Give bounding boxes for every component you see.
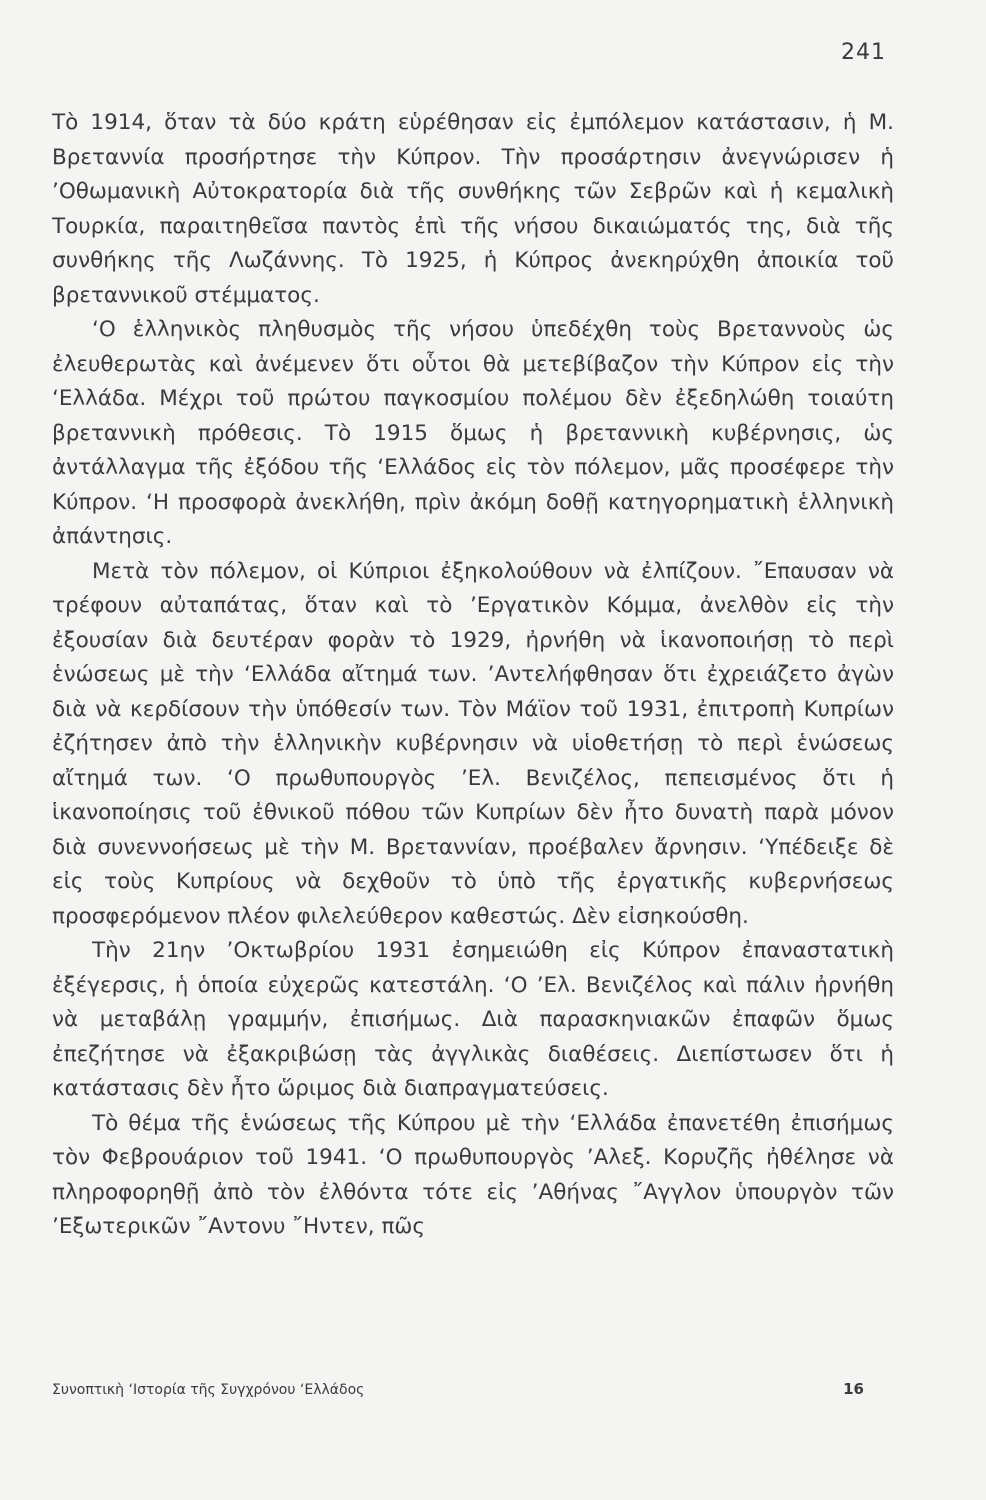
paragraph-3: Μετὰ τὸν πόλεμον, οἱ Κύπριοι ἐξηκολούθουν νὰ ἐλπίζουν. ῎Επαυσαν νὰ τρέφουν αὐταπάτας, ὅταν καὶ τὸ ’Εργατικὸν Κόμμα, ἀνελθὸν εἰς τὴν ἐξουσίαν διὰ δευτέραν φορὰν τὸ 1929, ἠρνήθη νὰ ἱκανοποιήσῃ τὸ περὶ ἑνώσεως μὲ τὴν ‘Ελλάδα αἴτημά των. ’Αντελήφθησαν ὅτι ἐχρειάζετο ἀγὼν διὰ νὰ κερδίσουν τὴν ὑπόθεσίν των. Τὸν Μάϊον τοῦ 1931, ἐπιτροπὴ Κυπρίων ἐζήτησεν ἀπὸ τὴν ἑλληνικὴν κυβέρνησιν νὰ υἱοθετήσῃ τὸ περὶ ἑνώσεως αἴτημά των. ‘Ο πρωθυπουργὸς ’Ελ. Βενιζέλος, πεπεισμένος ὅτι ἡ ἱκανοποίησις τοῦ ἐθνικοῦ πόθου τῶν Κυπρίων δὲν ἦτο δυνατὴ παρὰ μόνον διὰ συνεννοήσεως μὲ τὴν Μ. Βρεταννίαν, προέβαλεν ἄρνησιν. ‘Υπέδειξε δὲ εἰς τοὺς Κυπρίους νὰ δεχθοῦν τὸ ὑπὸ τῆς ἐργατικῆς κυβερνήσεως προσφερόμενον πλέον φιλελεύθερον καθεστώς. Δὲν εἰσηκούσθη. (52, 558, 894, 929)
paragraph-2: ‘Ο ἑλληνικὸς πληθυσμὸς τῆς νήσου ὑπεδέχθη τοὺς Βρεταννοὺς ὡς ἐλευθερωτὰς καὶ ἀνέμενεν ὅτι οὗτοι θὰ μετεβίβαζον τὴν Κύπρον εἰς τὴν ‘Ελλάδα. Μέχρι τοῦ πρώτου παγκοσμίου πολέμου δὲν ἐξεδηλώθη τοιαύτη βρεταννικὴ πρόθεσις. Τὸ 1915 ὅμως ἡ βρεταννικὴ κυβέρνησις, ὡς ἀντάλλαγμα τῆς ἐξόδου τῆς ‘Ελλάδος εἰς τὸν πόλεμον, μᾶς προσέφερε τὴν Κύπρον. ‘Η προσφορὰ ἀνεκλήθη, πρὶν ἀκόμη δοθῇ κατηγορηματικὴ ἑλληνικὴ ἀπάντησις. (52, 317, 894, 549)
paragraph-5: Τὸ θέμα τῆς ἑνώσεως τῆς Κύπρου μὲ τὴν ‘Ελλάδα ἐπανετέθη ἐπισήμως τὸν Φεβρουάριον τοῦ 1941. ‘Ο πρωθυπουργὸς ’Αλεξ. Κορυζῆς ἠθέλησε νὰ πληροφορηθῇ ἀπὸ τὸν ἐλθόντα τότε εἰς ’Αθήνας ῎Αγγλον ὑπουργὸν τῶν ’Εξωτερικῶν ῎Αντονυ ῎Ηντεν, πῶς (52, 1110, 894, 1239)
page-number: 241 (841, 40, 886, 65)
paragraph-4: Τὴν 21ην ’Οκτωβρίου 1931 ἐσημειώθη εἰς Κύπρον ἐπαναστατικὴ ἐξέγερσις, ἡ ὁποία εὐχερῶς κατεστάλη. ‘Ο ’Ελ. Βενιζέλος καὶ πάλιν ἠρνήθη νὰ μεταβάλῃ γραμμήν, ἐπισήμως. Διὰ παρασκηνιακῶν ἐπαφῶν ὅμως ἐπεζήτησε νὰ ἐξακριβώσῃ τὰς ἀγγλικὰς διαθέσεις. Διεπίστωσεν ὅτι ἡ κατάστασις δὲν ἦτο ὥριμος διὰ διαπραγματεύσεις. (52, 938, 894, 1101)
footer-signature-number: 16 (843, 1380, 864, 1398)
page-footer (52, 1380, 870, 1398)
body-text (52, 106, 894, 1245)
paragraph-1: Τὸ 1914, ὅταν τὰ δύο κράτη εὑρέθησαν εἰς ἐμπόλεμον κατάστασιν, ἡ Μ. Βρεταννία προσήρτησε τὴν Κύπρον. Τὴν προσάρτησιν ἀνεγνώρισεν ἡ ’Οθωμανικὴ Αὐτοκρατορία διὰ τῆς συνθήκης τῶν Σεβρῶν καὶ ἡ κεμαλικὴ Τουρκία, παραιτηθεῖσα παντὸς ἐπὶ τῆς νήσου δικαιώματός της, διὰ τῆς συνθήκης τῆς Λωζάννης. Τὸ 1925, ἡ Κύπρος ἀνεκηρύχθη ἀποικία τοῦ βρεταννικοῦ στέμματος. (52, 110, 894, 308)
footer-book-title: Συνοπτικὴ ‘Ιστορία τῆς Συγχρόνου ‘Ελλάδος (52, 1382, 365, 1398)
